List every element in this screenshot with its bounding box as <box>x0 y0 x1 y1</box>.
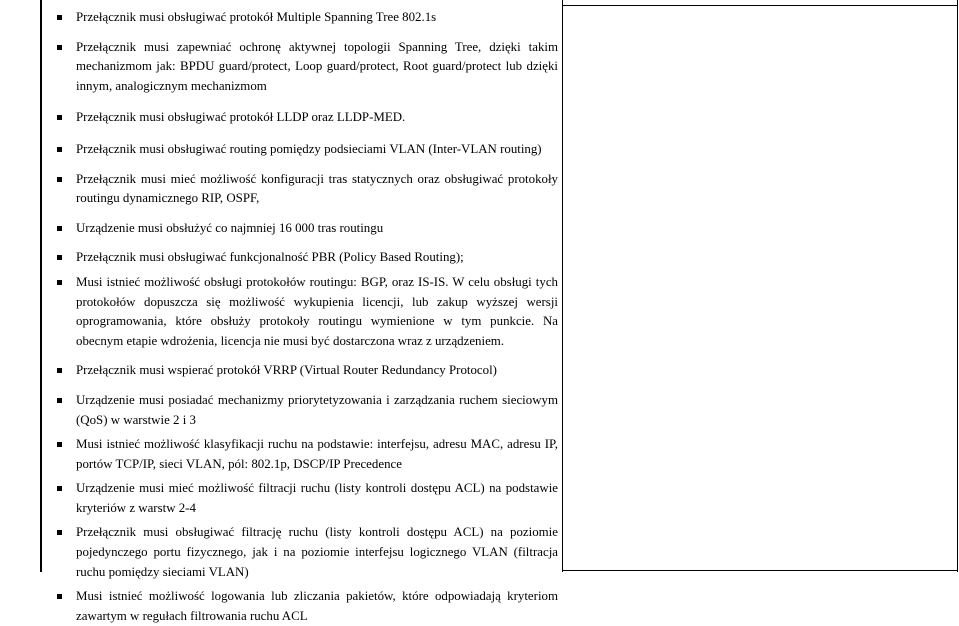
item-text: Musi istnieć możliwość obsługi protokołów routingu: BGP, oraz IS-IS. W celu obsługi tych protokołów dopuszcza się możliwość wykupienia licencji, lub zakup wyższej wersji oprogramowania, które obsłuży protokoły routingu wymienione w tym punkcie. Na obecnym etapie wdrożenia, licencja nie musi być dostarczona wraz z urządzeniem. <box>76 274 558 348</box>
list-item <box>56 8 558 28</box>
item-text: Przełącznik musi mieć możliwość konfiguracji tras statycznych oraz obsługiwać protokoły routingu dynamicznego RIP, OSPF, <box>76 171 558 206</box>
bullet-icon <box>57 45 62 50</box>
bullet-icon <box>57 594 62 599</box>
bullet-icon <box>57 442 62 447</box>
bullet-icon <box>57 255 62 260</box>
bullet-icon <box>57 368 62 373</box>
right-cell-bottom-rule <box>563 570 957 571</box>
item-text: Przełącznik musi wspierać protokół VRRP (Virtual Router Redundancy Protocol) <box>76 363 497 378</box>
list-item <box>56 273 558 351</box>
right-cell-top-rule <box>563 5 957 6</box>
list-item <box>56 435 558 474</box>
item-text: Urządzenie musi mieć możliwość filtracji ruchu (listy kontroli dostępu ACL) na podstawie kryteriów z warstw 2-4 <box>76 481 558 515</box>
item-text: Przełącznik musi obsługiwać routing pomiędzy podsieciami VLAN (Inter-VLAN routing) <box>76 141 542 156</box>
item-text: Musi istnieć możliwość klasyfikacji ruchu na podstawie: interfejsu, adresu MAC, adresu IP, portów TCP/IP, sieci VLAN, pól: 802.1p, DSCP/IP Precedence <box>76 437 558 471</box>
item-text: Przełącznik musi obsługiwać protokół LLDP oraz LLDP-MED. <box>76 110 406 125</box>
bullet-icon <box>57 177 62 182</box>
bullet-icon <box>57 147 62 152</box>
bullet-icon <box>57 398 62 403</box>
bullet-icon <box>57 280 62 285</box>
requirements-list <box>56 4 558 626</box>
item-text: Przełącznik musi obsługiwać filtrację ruchu (listy kontroli dostępu ACL) na poziomie pojedynczego portu fizycznego, jak i na poziomie interfejsu logicznego VLAN (filtracja ruchu pomiędzy sieciami VLAN) <box>76 525 558 579</box>
list-item <box>56 248 558 268</box>
table-border-right <box>957 0 958 572</box>
list-item <box>56 479 558 518</box>
item-text: Musi istnieć możliwość logowania lub zliczania pakietów, które odpowiadają kryteriom zawartym w regułach filtrowania ruchu ACL <box>76 589 558 623</box>
bullet-icon <box>57 115 62 120</box>
list-item <box>56 38 558 97</box>
list-item <box>56 587 558 626</box>
item-text: Przełącznik musi obsługiwać funkcjonalność PBR (Policy Based Routing); <box>76 250 464 265</box>
list-item <box>56 219 558 239</box>
list-item <box>56 523 558 582</box>
bullet-icon <box>57 530 62 535</box>
item-text: Urządzenie musi posiadać mechanizmy priorytetyzowania i zarządzania ruchem sieciowym (QoS) w warstwie 2 i 3 <box>76 392 558 427</box>
item-text: Przełącznik musi obsługiwać protokół Multiple Spanning Tree 802.1s <box>76 10 437 24</box>
list-item <box>56 140 558 160</box>
bullet-icon <box>57 486 62 491</box>
list-item <box>56 170 558 209</box>
item-text: Przełącznik musi zapewniać ochronę aktywnej topologii Spanning Tree, dzięki takim mechanizmom jak: BPDU guard/protect, Loop guard/protect, Root guard/protect lub dzięki innym, analogicznym mechanizmom <box>76 39 558 93</box>
table-border-middle <box>562 0 563 572</box>
bullet-icon <box>57 15 62 20</box>
list-item <box>56 391 558 430</box>
list-item <box>56 361 558 381</box>
item-text: Urządzenie musi obsłużyć co najmniej 16 000 tras routingu <box>76 220 384 235</box>
bullet-icon <box>57 226 62 231</box>
table-border-left <box>40 0 42 572</box>
list-item <box>56 108 558 128</box>
